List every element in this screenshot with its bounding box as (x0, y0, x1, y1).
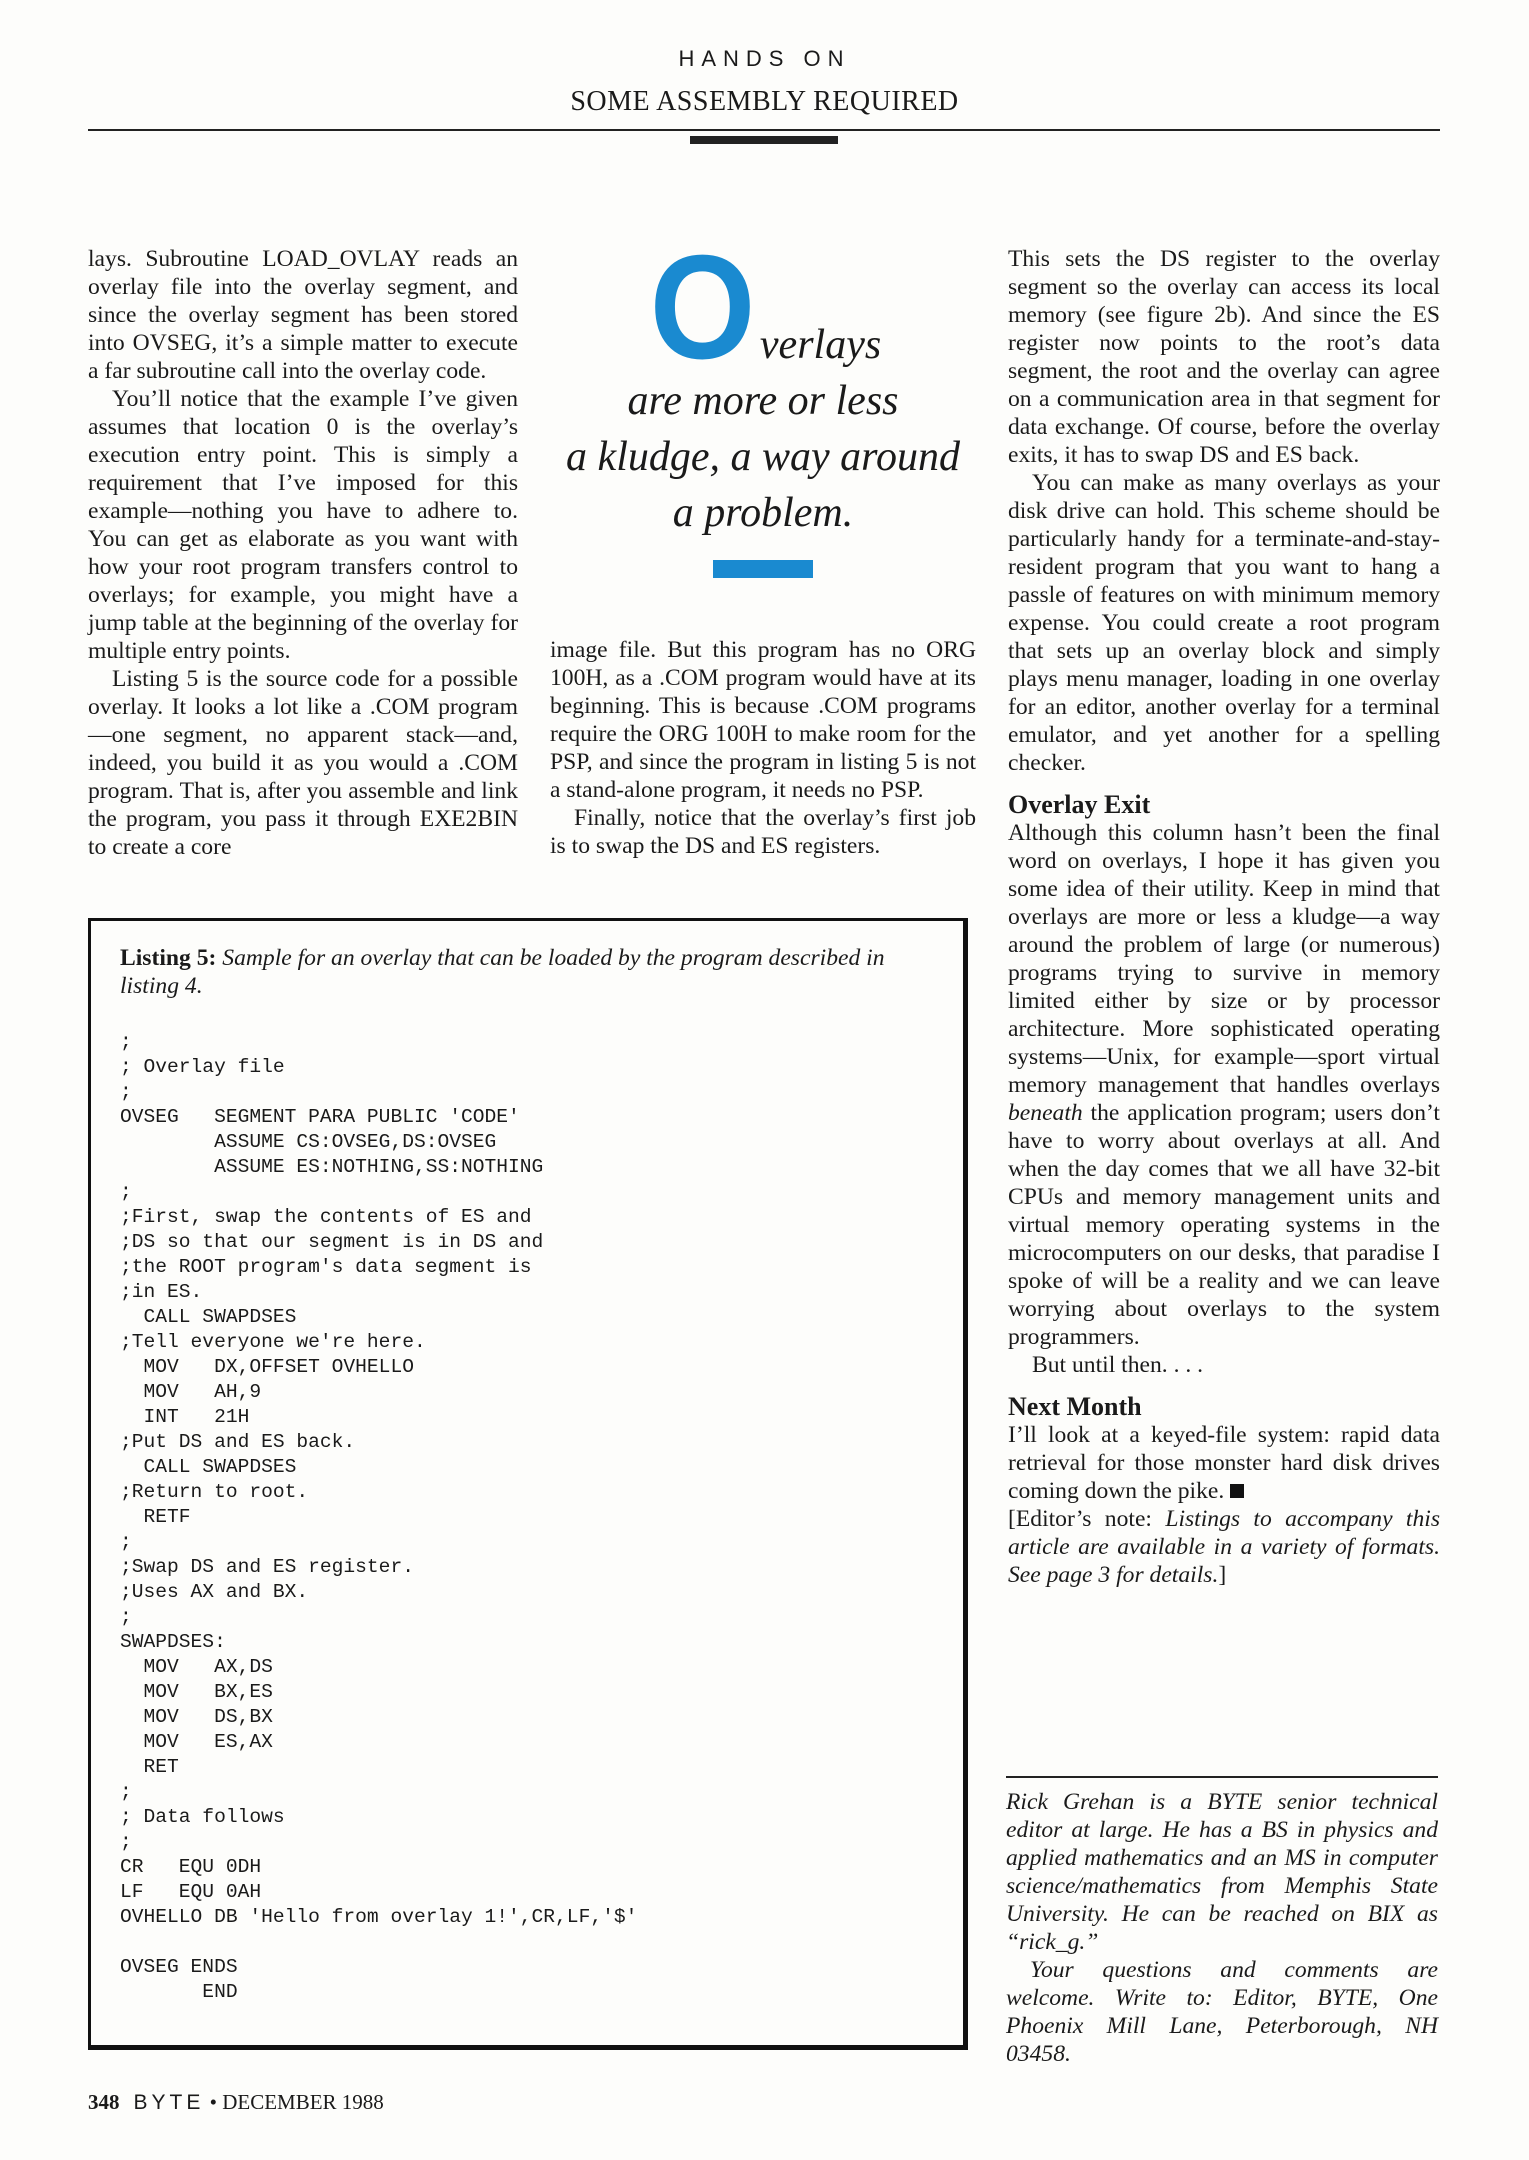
header-rule-accent (690, 136, 838, 144)
header-rule (88, 129, 1440, 131)
issue-date: DECEMBER 1988 (222, 2090, 384, 2114)
section-tag: HANDS ON (678, 46, 851, 71)
author-bio (1006, 1788, 1438, 2068)
editors-note-close: ] (1218, 1562, 1227, 1588)
left-column (88, 245, 518, 861)
editors-note (1008, 1505, 1440, 1589)
left-paragraph-2: You’ll notice that the example I’ve given assumes that location 0 is the overlay’s execution entry point. This is simply a requirement that I’ve imposed for this example—nothing you have to adhere to. You can get as elaborate as you want with how your root program transfers control to overlays; for example, you might have a jump table at the beginning of the overlay for multiple entry points. (88, 386, 518, 664)
bio-rule (1006, 1776, 1438, 1778)
pull-quote-initial: O (649, 225, 756, 390)
listing-code: ; ; Overlay file ; OVSEG SEGMENT PARA PUBLIC 'CODE' ASSUME CS:OVSEG,DS:OVSEG ASSUME ES:NOTHING,SS:NOTHING ; ;First, swap the contents of ES and ;DS so that our segment is in DS and ;the ROOT program's data segment is ;in ES. CALL SWAPDSES ;Tell everyone we're here. MOV DX,OFFSET OVHELLO MOV AH,9 INT 21H ;Put DS and ES back. CALL SWAPDSES ;Return to root. RETF ; ;Swap DS and ES register. ;Uses AX and BX. ; SWAPDSES: MOV AX,DS MOV BX,ES MOV DS,BX MOV ES,AX RET ; ; Data follows ; CR EQU 0DH LF EQU 0AH OVHELLO DB 'Hello from overlay 1!',CR,LF,'$' OVSEG ENDS END (120, 1031, 638, 2003)
listing-label: Listing 5: (120, 945, 217, 971)
right-paragraph-3 (1008, 819, 1440, 1351)
pull-quote-first-word: verlays (759, 322, 882, 368)
middle-column (550, 636, 976, 860)
bio-paragraph-2: Your questions and comments are welcome. Write to: Editor, BYTE, One Phoenix Mill Lane, Peterborough, NH 03458. (1006, 1957, 1438, 2067)
right-paragraph-1: This sets the DS register to the overlay segment so the overlay can access its local memory (see figure 2b). And since the ES register now points to the root’s data segment, the root and the overlay can agree on a communication area in that segment for data exchange. Of course, before the overlay exits, it has to swap DS and ES back. (1008, 246, 1440, 468)
heading-next-month: Next Month (1008, 1392, 1142, 1421)
editors-note-body: Listings to accompany this article are available in a variety of formats. See page 3 for details. (1008, 1506, 1440, 1588)
right-paragraph-3-a: Although this column hasn’t been the final word on overlays, I hope it has given you some idea of their utility. Keep in mind that overlays are more or less a kludge—a way around the problem of large (or numerous) programs trying to survive in memory limited either by size or by processor architecture. More sophisticated operating systems—Unix, for example—sport virtual memory management that handles overlays (1008, 820, 1440, 1098)
left-paragraph-1: lays. Subroutine LOAD_OVLAY reads an overlay file into the overlay segment, and since the overlay segment has been stored into OVSEG, it’s a simple matter to execute a far subroutine call into the overlay code. (88, 246, 518, 384)
right-paragraph-3-emphasis: beneath (1008, 1100, 1083, 1126)
middle-paragraph-2: Finally, notice that the overlay’s first job is to swap the DS and ES registers. (550, 805, 976, 859)
pull-quote (550, 225, 976, 541)
right-paragraph-5-text: I’ll look at a keyed-file system: rapid data retrieval for those monster hard disk drives coming down the pike. (1008, 1422, 1440, 1504)
section-title: SOME ASSEMBLY REQUIRED (570, 86, 959, 117)
magazine-name: BYTE (133, 2091, 205, 2114)
right-paragraph-2: You can make as many overlays as your disk drive can hold. This scheme should be particularly handy for a terminate-and-stay-resident program that you want to hang a passle of features on with minimum memory expense. You could create a root program that sets up an overlay block and simply plays menu manager, loading in one overlay for an editor, another overlay for a terminal emulator, and yet another for a spelling checker. (1008, 470, 1440, 776)
right-paragraph-4: But until then. . . . (1032, 1352, 1204, 1378)
end-mark-icon (1230, 1484, 1244, 1498)
page-number: 348 (88, 2090, 120, 2114)
footer-separator: • (209, 2090, 217, 2114)
pull-quote-line-4: a problem. (672, 490, 854, 536)
pull-quote-line-2: are more or less (627, 378, 899, 424)
right-column (1008, 245, 1440, 1589)
pull-quote-line-3: a kludge, a way around (566, 434, 960, 480)
right-paragraph-3-b: the application program; users don’t have to worry about overlays at all. And when the day comes that we all have 32-bit CPUs and memory management units and virtual memory operating systems in the microcomputers on our desks, that paradise I spoke of will be a reality and we can leave worrying about overlays to the system programmers. (1008, 1100, 1440, 1350)
pull-quote-bar (713, 560, 813, 578)
right-paragraph-5 (1008, 1421, 1440, 1505)
page-footer (88, 2090, 384, 2115)
heading-overlay-exit: Overlay Exit (1008, 790, 1151, 819)
middle-paragraph-1: image file. But this program has no ORG 100H, as a .COM program would have at its beginning. This is because .COM programs require the ORG 100H to make room for the PSP, and since the program in listing 5 is not a stand-alone program, it needs no PSP. (550, 637, 976, 803)
left-paragraph-3: Listing 5 is the source code for a possible overlay. It looks a lot like a .COM program—one segment, no apparent stack—and, indeed, you build it as you would a .COM program. That is, after you assemble and link the program, you pass it through EXE2BIN to create a core (88, 666, 518, 860)
editors-note-open: [Editor’s note: (1008, 1506, 1166, 1532)
listing-caption-text: Sample for an overlay that can be loaded by the program described in listing 4. (120, 945, 885, 999)
listing-caption (120, 944, 920, 1000)
bio-paragraph-1: Rick Grehan is a BYTE senior technical editor at large. He has a BS in physics and applied mathematics and an MS in computer science/mathematics from Memphis State University. He can be reached on BIX as “rick_g.” (1006, 1789, 1438, 1955)
